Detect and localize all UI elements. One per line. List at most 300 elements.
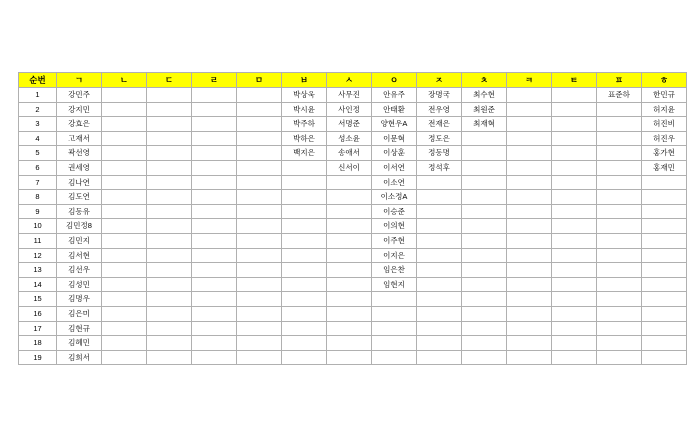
name-cell[interactable]	[102, 292, 147, 307]
row-number-cell[interactable]: 4	[19, 131, 57, 146]
name-cell[interactable]	[327, 350, 372, 365]
name-cell[interactable]	[417, 263, 462, 278]
name-cell[interactable]: 박상욱	[282, 88, 327, 103]
name-cell[interactable]: 성소윤	[327, 131, 372, 146]
name-cell[interactable]	[462, 190, 507, 205]
name-cell[interactable]	[417, 277, 462, 292]
name-cell[interactable]	[552, 117, 597, 132]
name-cell[interactable]	[507, 233, 552, 248]
name-cell[interactable]	[417, 219, 462, 234]
name-cell[interactable]	[597, 233, 642, 248]
name-cell[interactable]	[327, 248, 372, 263]
name-cell[interactable]	[237, 102, 282, 117]
name-cell[interactable]	[237, 292, 282, 307]
row-number-cell[interactable]: 11	[19, 233, 57, 248]
name-cell[interactable]: 허진비	[642, 117, 687, 132]
name-cell[interactable]	[507, 350, 552, 365]
row-number-cell[interactable]: 5	[19, 146, 57, 161]
name-cell[interactable]: 홍재민	[642, 160, 687, 175]
name-cell[interactable]	[507, 175, 552, 190]
name-cell[interactable]	[507, 190, 552, 205]
name-cell[interactable]: 표준하	[597, 88, 642, 103]
column-header-9[interactable]: ㅈ	[417, 73, 462, 88]
name-cell[interactable]	[507, 146, 552, 161]
name-cell[interactable]	[552, 321, 597, 336]
name-cell[interactable]	[462, 233, 507, 248]
name-cell[interactable]	[237, 306, 282, 321]
name-cell[interactable]	[552, 248, 597, 263]
name-cell[interactable]	[192, 336, 237, 351]
name-cell[interactable]	[192, 219, 237, 234]
name-cell[interactable]	[507, 88, 552, 103]
name-cell[interactable]	[102, 321, 147, 336]
name-cell[interactable]	[282, 350, 327, 365]
name-cell[interactable]: 이상훈	[372, 146, 417, 161]
name-cell[interactable]	[417, 292, 462, 307]
name-cell[interactable]	[102, 306, 147, 321]
name-cell[interactable]	[147, 117, 192, 132]
name-cell[interactable]	[327, 336, 372, 351]
name-cell[interactable]	[237, 204, 282, 219]
name-cell[interactable]	[237, 146, 282, 161]
name-cell[interactable]	[282, 336, 327, 351]
name-cell[interactable]	[507, 336, 552, 351]
name-cell[interactable]: 김서현	[57, 248, 102, 263]
name-cell[interactable]: 서명준	[327, 117, 372, 132]
name-cell[interactable]	[102, 204, 147, 219]
name-cell[interactable]	[327, 219, 372, 234]
name-cell[interactable]	[192, 102, 237, 117]
name-cell[interactable]	[417, 336, 462, 351]
name-cell[interactable]	[642, 248, 687, 263]
name-cell[interactable]	[237, 248, 282, 263]
name-cell[interactable]	[147, 146, 192, 161]
name-cell[interactable]	[282, 263, 327, 278]
name-cell[interactable]	[192, 321, 237, 336]
name-cell[interactable]: 박주하	[282, 117, 327, 132]
name-cell[interactable]: 이의현	[372, 219, 417, 234]
name-cell[interactable]	[462, 175, 507, 190]
name-cell[interactable]	[147, 336, 192, 351]
column-header-8[interactable]: ㅇ	[372, 73, 417, 88]
name-cell[interactable]	[417, 321, 462, 336]
row-number-cell[interactable]: 15	[19, 292, 57, 307]
name-cell[interactable]	[327, 306, 372, 321]
name-cell[interactable]	[462, 263, 507, 278]
name-cell[interactable]	[552, 175, 597, 190]
name-cell[interactable]	[192, 306, 237, 321]
name-cell[interactable]	[147, 88, 192, 103]
name-cell[interactable]	[327, 204, 372, 219]
name-cell[interactable]: 홍가현	[642, 146, 687, 161]
name-cell[interactable]	[237, 277, 282, 292]
name-cell[interactable]	[192, 160, 237, 175]
name-cell[interactable]	[327, 233, 372, 248]
row-number-cell[interactable]: 1	[19, 88, 57, 103]
name-cell[interactable]: 이소정A	[372, 190, 417, 205]
name-cell[interactable]	[192, 350, 237, 365]
name-cell[interactable]	[282, 277, 327, 292]
name-cell[interactable]	[147, 219, 192, 234]
name-cell[interactable]	[147, 160, 192, 175]
name-cell[interactable]	[372, 336, 417, 351]
name-cell[interactable]	[282, 248, 327, 263]
name-cell[interactable]	[102, 248, 147, 263]
name-cell[interactable]	[552, 306, 597, 321]
name-cell[interactable]: 김은미	[57, 306, 102, 321]
name-cell[interactable]	[642, 175, 687, 190]
name-cell[interactable]	[102, 263, 147, 278]
row-number-cell[interactable]: 18	[19, 336, 57, 351]
name-cell[interactable]	[507, 160, 552, 175]
name-cell[interactable]	[192, 292, 237, 307]
name-cell[interactable]	[507, 277, 552, 292]
name-cell[interactable]	[462, 336, 507, 351]
name-cell[interactable]	[597, 190, 642, 205]
name-cell[interactable]	[597, 204, 642, 219]
name-cell[interactable]	[642, 190, 687, 205]
name-cell[interactable]: 고재서	[57, 131, 102, 146]
name-cell[interactable]: 최재혁	[462, 117, 507, 132]
name-cell[interactable]	[642, 350, 687, 365]
name-cell[interactable]	[597, 219, 642, 234]
name-cell[interactable]: 안태환	[372, 102, 417, 117]
name-cell[interactable]	[102, 190, 147, 205]
row-number-cell[interactable]: 6	[19, 160, 57, 175]
name-cell[interactable]	[507, 306, 552, 321]
name-cell[interactable]	[642, 277, 687, 292]
name-cell[interactable]	[147, 175, 192, 190]
name-cell[interactable]: 장명국	[417, 88, 462, 103]
name-cell[interactable]	[597, 321, 642, 336]
column-header-6[interactable]: ㅂ	[282, 73, 327, 88]
name-cell[interactable]	[102, 131, 147, 146]
name-cell[interactable]	[237, 131, 282, 146]
name-cell[interactable]	[462, 131, 507, 146]
name-cell[interactable]: 김성민	[57, 277, 102, 292]
name-cell[interactable]	[507, 219, 552, 234]
name-cell[interactable]: 허진우	[642, 131, 687, 146]
name-cell[interactable]: 곽선영	[57, 146, 102, 161]
column-header-3[interactable]: ㄷ	[147, 73, 192, 88]
name-cell[interactable]	[327, 175, 372, 190]
row-number-cell[interactable]: 16	[19, 306, 57, 321]
name-cell[interactable]	[192, 277, 237, 292]
name-cell[interactable]	[147, 277, 192, 292]
name-cell[interactable]: 강민주	[57, 88, 102, 103]
name-cell[interactable]	[192, 117, 237, 132]
name-cell[interactable]	[192, 146, 237, 161]
name-cell[interactable]	[327, 321, 372, 336]
name-cell[interactable]	[597, 263, 642, 278]
name-cell[interactable]: 최원준	[462, 102, 507, 117]
name-cell[interactable]	[642, 336, 687, 351]
name-cell[interactable]	[417, 175, 462, 190]
row-number-cell[interactable]: 14	[19, 277, 57, 292]
name-cell[interactable]	[462, 292, 507, 307]
name-cell[interactable]	[552, 233, 597, 248]
name-cell[interactable]: 김동유	[57, 204, 102, 219]
name-cell[interactable]	[147, 190, 192, 205]
name-cell[interactable]	[642, 292, 687, 307]
name-cell[interactable]	[462, 277, 507, 292]
name-cell[interactable]	[507, 131, 552, 146]
name-cell[interactable]	[237, 88, 282, 103]
row-number-cell[interactable]: 19	[19, 350, 57, 365]
column-header-2[interactable]: ㄴ	[102, 73, 147, 88]
name-cell[interactable]	[597, 117, 642, 132]
name-cell[interactable]: 김나연	[57, 175, 102, 190]
name-cell[interactable]: 송애서	[327, 146, 372, 161]
name-cell[interactable]	[642, 321, 687, 336]
name-cell[interactable]: 이서연	[372, 160, 417, 175]
name-cell[interactable]: 김선우	[57, 263, 102, 278]
name-cell[interactable]: 정석후	[417, 160, 462, 175]
column-header-1[interactable]: ㄱ	[57, 73, 102, 88]
name-cell[interactable]	[507, 248, 552, 263]
name-cell[interactable]	[597, 248, 642, 263]
name-cell[interactable]	[192, 131, 237, 146]
name-cell[interactable]	[147, 102, 192, 117]
name-cell[interactable]	[552, 88, 597, 103]
name-cell[interactable]	[552, 292, 597, 307]
name-cell[interactable]	[192, 204, 237, 219]
name-cell[interactable]	[417, 306, 462, 321]
name-cell[interactable]	[642, 306, 687, 321]
name-cell[interactable]: 김민지	[57, 233, 102, 248]
name-cell[interactable]	[237, 219, 282, 234]
name-cell[interactable]	[282, 321, 327, 336]
name-cell[interactable]	[597, 306, 642, 321]
name-cell[interactable]	[372, 306, 417, 321]
name-cell[interactable]	[552, 190, 597, 205]
name-cell[interactable]	[147, 204, 192, 219]
name-cell[interactable]: 백지은	[282, 146, 327, 161]
name-cell[interactable]: 강효은	[57, 117, 102, 132]
name-cell[interactable]	[597, 175, 642, 190]
column-header-5[interactable]: ㅁ	[237, 73, 282, 88]
name-cell[interactable]	[147, 292, 192, 307]
name-cell[interactable]: 이지은	[372, 248, 417, 263]
name-cell[interactable]	[552, 131, 597, 146]
name-cell[interactable]	[282, 204, 327, 219]
name-cell[interactable]	[147, 321, 192, 336]
name-cell[interactable]	[192, 88, 237, 103]
column-header-14[interactable]: ㅎ	[642, 73, 687, 88]
name-cell[interactable]	[192, 175, 237, 190]
name-cell[interactable]: 김민정8	[57, 219, 102, 234]
name-cell[interactable]	[552, 350, 597, 365]
name-cell[interactable]	[597, 102, 642, 117]
name-cell[interactable]: 김도연	[57, 190, 102, 205]
name-cell[interactable]: 김명우	[57, 292, 102, 307]
row-number-cell[interactable]: 13	[19, 263, 57, 278]
name-cell[interactable]	[597, 277, 642, 292]
name-cell[interactable]	[327, 190, 372, 205]
name-cell[interactable]: 이문혁	[372, 131, 417, 146]
name-cell[interactable]	[597, 336, 642, 351]
name-cell[interactable]	[192, 263, 237, 278]
name-cell[interactable]	[237, 117, 282, 132]
column-header-12[interactable]: ㅌ	[552, 73, 597, 88]
name-cell[interactable]	[282, 160, 327, 175]
name-cell[interactable]	[192, 248, 237, 263]
name-cell[interactable]: 임은찬	[372, 263, 417, 278]
name-cell[interactable]	[372, 321, 417, 336]
column-header-13[interactable]: ㅍ	[597, 73, 642, 88]
name-cell[interactable]	[642, 204, 687, 219]
name-cell[interactable]	[507, 117, 552, 132]
name-cell[interactable]	[192, 233, 237, 248]
name-cell[interactable]	[282, 233, 327, 248]
name-cell[interactable]	[552, 204, 597, 219]
name-cell[interactable]	[507, 204, 552, 219]
name-cell[interactable]: 박시윤	[282, 102, 327, 117]
name-cell[interactable]	[102, 336, 147, 351]
name-cell[interactable]	[102, 219, 147, 234]
name-cell[interactable]: 사무진	[327, 88, 372, 103]
name-cell[interactable]	[147, 248, 192, 263]
name-cell[interactable]	[642, 263, 687, 278]
name-cell[interactable]	[462, 248, 507, 263]
row-number-cell[interactable]: 2	[19, 102, 57, 117]
name-cell[interactable]	[552, 263, 597, 278]
name-cell[interactable]: 이승준	[372, 204, 417, 219]
name-cell[interactable]	[462, 350, 507, 365]
name-cell[interactable]	[462, 219, 507, 234]
name-cell[interactable]	[372, 350, 417, 365]
name-cell[interactable]: 허지윤	[642, 102, 687, 117]
name-cell[interactable]	[507, 321, 552, 336]
name-cell[interactable]	[552, 102, 597, 117]
name-cell[interactable]	[237, 175, 282, 190]
name-cell[interactable]	[282, 306, 327, 321]
column-header-11[interactable]: ㅋ	[507, 73, 552, 88]
name-cell[interactable]	[597, 131, 642, 146]
column-header-7[interactable]: ㅅ	[327, 73, 372, 88]
name-cell[interactable]	[462, 321, 507, 336]
name-cell[interactable]	[237, 190, 282, 205]
name-cell[interactable]	[642, 219, 687, 234]
name-cell[interactable]	[102, 350, 147, 365]
name-cell[interactable]	[102, 117, 147, 132]
column-header-10[interactable]: ㅊ	[462, 73, 507, 88]
name-cell[interactable]: 권세영	[57, 160, 102, 175]
name-cell[interactable]	[192, 190, 237, 205]
row-number-cell[interactable]: 17	[19, 321, 57, 336]
name-cell[interactable]: 이주현	[372, 233, 417, 248]
name-cell[interactable]	[597, 160, 642, 175]
name-cell[interactable]	[102, 160, 147, 175]
name-cell[interactable]	[462, 160, 507, 175]
name-cell[interactable]: 김현규	[57, 321, 102, 336]
name-cell[interactable]	[507, 263, 552, 278]
name-cell[interactable]: 이소연	[372, 175, 417, 190]
name-cell[interactable]	[282, 219, 327, 234]
name-cell[interactable]	[237, 263, 282, 278]
name-cell[interactable]	[237, 336, 282, 351]
name-cell[interactable]	[147, 263, 192, 278]
name-cell[interactable]	[237, 233, 282, 248]
row-number-cell[interactable]: 12	[19, 248, 57, 263]
name-cell[interactable]	[552, 219, 597, 234]
name-cell[interactable]	[102, 277, 147, 292]
row-number-cell[interactable]: 3	[19, 117, 57, 132]
name-cell[interactable]	[417, 233, 462, 248]
name-cell[interactable]	[417, 190, 462, 205]
name-cell[interactable]: 전재은	[417, 117, 462, 132]
row-number-cell[interactable]: 9	[19, 204, 57, 219]
name-cell[interactable]	[147, 131, 192, 146]
name-cell[interactable]	[237, 160, 282, 175]
name-cell[interactable]	[147, 350, 192, 365]
name-cell[interactable]: 안유주	[372, 88, 417, 103]
name-cell[interactable]: 김혜민	[57, 336, 102, 351]
row-number-cell[interactable]: 10	[19, 219, 57, 234]
name-cell[interactable]	[552, 160, 597, 175]
name-cell[interactable]	[417, 248, 462, 263]
name-cell[interactable]	[102, 175, 147, 190]
name-cell[interactable]	[597, 292, 642, 307]
name-cell[interactable]	[597, 350, 642, 365]
name-cell[interactable]	[282, 190, 327, 205]
name-cell[interactable]: 박하은	[282, 131, 327, 146]
name-cell[interactable]	[327, 292, 372, 307]
name-cell[interactable]	[507, 292, 552, 307]
name-cell[interactable]	[462, 204, 507, 219]
name-cell[interactable]	[507, 102, 552, 117]
name-cell[interactable]: 최수현	[462, 88, 507, 103]
name-cell[interactable]: 정동명	[417, 146, 462, 161]
name-cell[interactable]	[237, 321, 282, 336]
name-cell[interactable]	[552, 277, 597, 292]
name-cell[interactable]	[282, 175, 327, 190]
column-header-4[interactable]: ㄹ	[192, 73, 237, 88]
name-cell[interactable]	[102, 88, 147, 103]
name-cell[interactable]	[552, 146, 597, 161]
row-number-cell[interactable]: 8	[19, 190, 57, 205]
name-cell[interactable]	[102, 146, 147, 161]
name-cell[interactable]	[327, 277, 372, 292]
name-cell[interactable]	[102, 233, 147, 248]
name-cell[interactable]: 사인정	[327, 102, 372, 117]
name-cell[interactable]	[417, 204, 462, 219]
name-cell[interactable]	[552, 336, 597, 351]
name-cell[interactable]	[282, 292, 327, 307]
name-cell[interactable]: 전우영	[417, 102, 462, 117]
name-cell[interactable]	[462, 306, 507, 321]
name-cell[interactable]	[372, 292, 417, 307]
name-cell[interactable]	[462, 146, 507, 161]
name-cell[interactable]: 강지민	[57, 102, 102, 117]
name-cell[interactable]	[642, 233, 687, 248]
name-cell[interactable]: 양현우A	[372, 117, 417, 132]
name-cell[interactable]: 김희서	[57, 350, 102, 365]
name-cell[interactable]: 정도은	[417, 131, 462, 146]
row-number-cell[interactable]: 7	[19, 175, 57, 190]
column-header-0[interactable]: 순번	[19, 73, 57, 88]
name-cell[interactable]	[417, 350, 462, 365]
name-cell[interactable]	[147, 306, 192, 321]
name-cell[interactable]	[237, 350, 282, 365]
name-cell[interactable]	[327, 263, 372, 278]
name-cell[interactable]: 신서이	[327, 160, 372, 175]
name-cell[interactable]	[597, 146, 642, 161]
name-cell[interactable]	[147, 233, 192, 248]
name-cell[interactable]: 한민규	[642, 88, 687, 103]
name-cell[interactable]: 임현지	[372, 277, 417, 292]
name-cell[interactable]	[102, 102, 147, 117]
